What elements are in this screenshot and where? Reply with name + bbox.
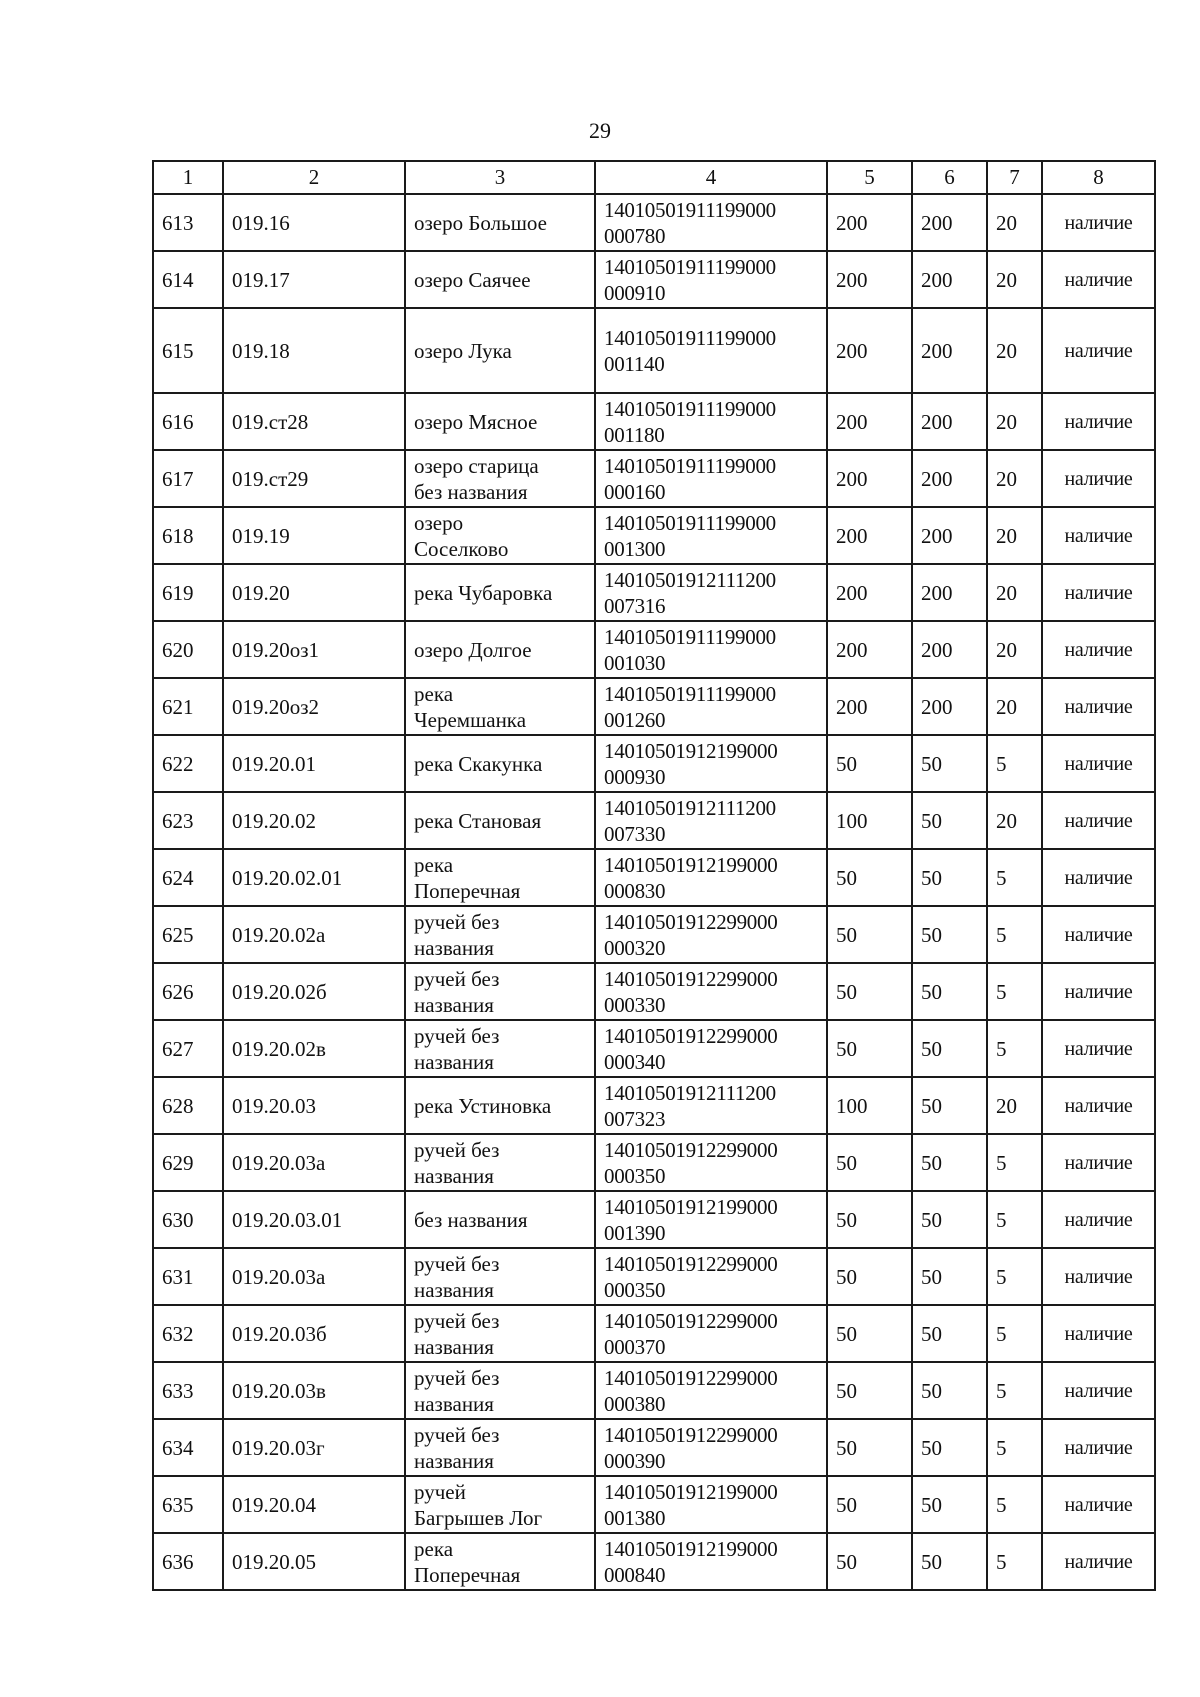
- column-7-value-cell: 20: [987, 621, 1042, 678]
- column-5-value-cell: 50: [827, 849, 912, 906]
- column-7-value-cell: 5: [987, 1020, 1042, 1077]
- column-7-value-cell: 20: [987, 251, 1042, 308]
- column-5-value-cell: 50: [827, 1419, 912, 1476]
- row-number-cell: 620: [153, 621, 223, 678]
- status-cell: наличие: [1042, 1191, 1155, 1248]
- row-number-cell: 632: [153, 1305, 223, 1362]
- table-body: [153, 194, 1155, 1590]
- row-number-cell: 633: [153, 1362, 223, 1419]
- status-cell: наличие: [1042, 735, 1155, 792]
- column-7-value-cell: 20: [987, 1077, 1042, 1134]
- column-5-value-cell: 50: [827, 906, 912, 963]
- status-cell: наличие: [1042, 1362, 1155, 1419]
- column-header: 7: [987, 161, 1042, 194]
- status-cell: наличие: [1042, 1134, 1155, 1191]
- row-number-cell: 625: [153, 906, 223, 963]
- object-name-cell: ручей без названия: [405, 1419, 595, 1476]
- column-5-value-cell: 50: [827, 1020, 912, 1077]
- row-number-cell: 636: [153, 1533, 223, 1590]
- table-row: [153, 1248, 1155, 1305]
- column-7-value-cell: 5: [987, 1476, 1042, 1533]
- column-5-value-cell: 50: [827, 1134, 912, 1191]
- table-row: [153, 792, 1155, 849]
- table-header: [153, 161, 1155, 194]
- status-cell: наличие: [1042, 1020, 1155, 1077]
- object-name-cell: ручей без названия: [405, 1134, 595, 1191]
- column-5-value-cell: 50: [827, 735, 912, 792]
- water-bodies-table: [152, 160, 1156, 1591]
- registry-code-cell: 14010501912199000 001390: [595, 1191, 827, 1248]
- object-name-cell: река Становая: [405, 792, 595, 849]
- registry-code-cell: 14010501912199000 000840: [595, 1533, 827, 1590]
- column-6-value-cell: 200: [912, 507, 987, 564]
- status-cell: наличие: [1042, 849, 1155, 906]
- column-6-value-cell: 50: [912, 1362, 987, 1419]
- header-row: [153, 161, 1155, 194]
- column-6-value-cell: 50: [912, 1248, 987, 1305]
- page-number: 29: [589, 118, 611, 143]
- column-7-value-cell: 20: [987, 393, 1042, 450]
- column-6-value-cell: 200: [912, 393, 987, 450]
- registry-code-cell: 14010501912111200 007316: [595, 564, 827, 621]
- object-id-cell: 019.19: [223, 507, 405, 564]
- object-id-cell: 019.20.01: [223, 735, 405, 792]
- object-name-cell: ручей без названия: [405, 1362, 595, 1419]
- row-number-cell: 623: [153, 792, 223, 849]
- column-6-value-cell: 50: [912, 792, 987, 849]
- table-row: [153, 678, 1155, 735]
- object-id-cell: 019.20.03г: [223, 1419, 405, 1476]
- object-name-cell: ручей без названия: [405, 1248, 595, 1305]
- column-7-value-cell: 5: [987, 906, 1042, 963]
- registry-code-cell: 14010501911199000 001140: [595, 308, 827, 393]
- column-header: 8: [1042, 161, 1155, 194]
- object-name-cell: ручей Багрышев Лог: [405, 1476, 595, 1533]
- column-6-value-cell: 200: [912, 308, 987, 393]
- column-7-value-cell: 20: [987, 792, 1042, 849]
- column-header: 4: [595, 161, 827, 194]
- row-number-cell: 613: [153, 194, 223, 251]
- row-number-cell: 634: [153, 1419, 223, 1476]
- registry-code-cell: 14010501912299000 000350: [595, 1248, 827, 1305]
- table-row: [153, 1077, 1155, 1134]
- table-row: [153, 1419, 1155, 1476]
- column-5-value-cell: 50: [827, 1362, 912, 1419]
- row-number-cell: 615: [153, 308, 223, 393]
- registry-code-cell: 14010501912111200 007323: [595, 1077, 827, 1134]
- object-id-cell: 019.20.02б: [223, 963, 405, 1020]
- column-5-value-cell: 100: [827, 792, 912, 849]
- column-5-value-cell: 200: [827, 308, 912, 393]
- registry-code-cell: 14010501911199000 001180: [595, 393, 827, 450]
- table-row: [153, 308, 1155, 393]
- column-6-value-cell: 50: [912, 1305, 987, 1362]
- table-row: [153, 1191, 1155, 1248]
- column-6-value-cell: 50: [912, 1191, 987, 1248]
- object-id-cell: 019.20.03в: [223, 1362, 405, 1419]
- column-6-value-cell: 200: [912, 194, 987, 251]
- status-cell: наличие: [1042, 1305, 1155, 1362]
- table-row: [153, 1362, 1155, 1419]
- object-name-cell: ручей без названия: [405, 963, 595, 1020]
- column-5-value-cell: 200: [827, 393, 912, 450]
- table-row: [153, 1020, 1155, 1077]
- column-7-value-cell: 20: [987, 678, 1042, 735]
- object-name-cell: ручей без названия: [405, 906, 595, 963]
- column-7-value-cell: 5: [987, 1533, 1042, 1590]
- row-number-cell: 629: [153, 1134, 223, 1191]
- table-row: [153, 194, 1155, 251]
- registry-code-cell: 14010501912299000 000370: [595, 1305, 827, 1362]
- table-row: [153, 906, 1155, 963]
- row-number-cell: 630: [153, 1191, 223, 1248]
- table-row: [153, 1476, 1155, 1533]
- column-5-value-cell: 200: [827, 507, 912, 564]
- column-6-value-cell: 50: [912, 849, 987, 906]
- object-id-cell: 019.16: [223, 194, 405, 251]
- object-id-cell: 019.18: [223, 308, 405, 393]
- table-row: [153, 507, 1155, 564]
- row-number-cell: 628: [153, 1077, 223, 1134]
- object-id-cell: 019.20.03.01: [223, 1191, 405, 1248]
- object-name-cell: река Чубаровка: [405, 564, 595, 621]
- registry-code-cell: 14010501912299000 000350: [595, 1134, 827, 1191]
- column-5-value-cell: 200: [827, 564, 912, 621]
- row-number-cell: 618: [153, 507, 223, 564]
- column-7-value-cell: 5: [987, 1419, 1042, 1476]
- registry-code-cell: 14010501912299000 000340: [595, 1020, 827, 1077]
- object-name-cell: озеро Соселково: [405, 507, 595, 564]
- status-cell: наличие: [1042, 450, 1155, 507]
- registry-code-cell: 14010501912299000 000390: [595, 1419, 827, 1476]
- column-6-value-cell: 50: [912, 1077, 987, 1134]
- column-7-value-cell: 5: [987, 1305, 1042, 1362]
- registry-code-cell: 14010501912199000 000830: [595, 849, 827, 906]
- column-header: 3: [405, 161, 595, 194]
- object-name-cell: река Черемшанка: [405, 678, 595, 735]
- column-5-value-cell: 50: [827, 1305, 912, 1362]
- status-cell: наличие: [1042, 792, 1155, 849]
- object-id-cell: 019.20.03а: [223, 1248, 405, 1305]
- column-5-value-cell: 100: [827, 1077, 912, 1134]
- column-6-value-cell: 50: [912, 963, 987, 1020]
- status-cell: наличие: [1042, 1077, 1155, 1134]
- status-cell: наличие: [1042, 963, 1155, 1020]
- table-row: [153, 564, 1155, 621]
- object-id-cell: 019.20оз1: [223, 621, 405, 678]
- status-cell: наличие: [1042, 194, 1155, 251]
- row-number-cell: 617: [153, 450, 223, 507]
- object-id-cell: 019.20.02в: [223, 1020, 405, 1077]
- column-7-value-cell: 5: [987, 1134, 1042, 1191]
- column-7-value-cell: 20: [987, 308, 1042, 393]
- object-id-cell: 019.20.02.01: [223, 849, 405, 906]
- column-7-value-cell: 20: [987, 564, 1042, 621]
- column-6-value-cell: 50: [912, 1533, 987, 1590]
- status-cell: наличие: [1042, 251, 1155, 308]
- object-name-cell: озеро Большое: [405, 194, 595, 251]
- column-7-value-cell: 20: [987, 507, 1042, 564]
- column-5-value-cell: 50: [827, 1191, 912, 1248]
- row-number-cell: 622: [153, 735, 223, 792]
- column-7-value-cell: 5: [987, 735, 1042, 792]
- status-cell: наличие: [1042, 906, 1155, 963]
- column-6-value-cell: 50: [912, 906, 987, 963]
- table-row: [153, 450, 1155, 507]
- column-6-value-cell: 200: [912, 621, 987, 678]
- registry-code-cell: 14010501911199000 001260: [595, 678, 827, 735]
- object-id-cell: 019.20: [223, 564, 405, 621]
- object-name-cell: озеро Лука: [405, 308, 595, 393]
- table-row: [153, 393, 1155, 450]
- status-cell: наличие: [1042, 1476, 1155, 1533]
- column-header: 1: [153, 161, 223, 194]
- registry-code-cell: 14010501911199000 000160: [595, 450, 827, 507]
- status-cell: наличие: [1042, 1533, 1155, 1590]
- column-header: 5: [827, 161, 912, 194]
- status-cell: наличие: [1042, 621, 1155, 678]
- object-id-cell: 019.20.02а: [223, 906, 405, 963]
- status-cell: наличие: [1042, 308, 1155, 393]
- registry-code-cell: 14010501912299000 000320: [595, 906, 827, 963]
- column-7-value-cell: 5: [987, 963, 1042, 1020]
- object-name-cell: река Поперечная: [405, 849, 595, 906]
- column-6-value-cell: 200: [912, 251, 987, 308]
- object-id-cell: 019.20.03а: [223, 1134, 405, 1191]
- table-row: [153, 251, 1155, 308]
- column-7-value-cell: 20: [987, 194, 1042, 251]
- column-6-value-cell: 200: [912, 450, 987, 507]
- object-id-cell: 019.20.04: [223, 1476, 405, 1533]
- object-name-cell: ручей без названия: [405, 1305, 595, 1362]
- object-name-cell: озеро Саячее: [405, 251, 595, 308]
- column-6-value-cell: 50: [912, 1419, 987, 1476]
- column-5-value-cell: 200: [827, 194, 912, 251]
- registry-code-cell: 14010501912299000 000330: [595, 963, 827, 1020]
- registry-code-cell: 14010501911199000 001300: [595, 507, 827, 564]
- status-cell: наличие: [1042, 1419, 1155, 1476]
- row-number-cell: 626: [153, 963, 223, 1020]
- registry-code-cell: 14010501911199000 001030: [595, 621, 827, 678]
- column-5-value-cell: 50: [827, 1248, 912, 1305]
- column-6-value-cell: 200: [912, 678, 987, 735]
- object-name-cell: без названия: [405, 1191, 595, 1248]
- status-cell: наличие: [1042, 1248, 1155, 1305]
- column-6-value-cell: 50: [912, 1476, 987, 1533]
- column-5-value-cell: 200: [827, 251, 912, 308]
- object-name-cell: река Поперечная: [405, 1533, 595, 1590]
- column-header: 6: [912, 161, 987, 194]
- column-7-value-cell: 5: [987, 1362, 1042, 1419]
- registry-code-cell: 14010501912111200 007330: [595, 792, 827, 849]
- table-row: [153, 849, 1155, 906]
- column-5-value-cell: 200: [827, 621, 912, 678]
- registry-code-cell: 14010501911199000 000910: [595, 251, 827, 308]
- column-5-value-cell: 50: [827, 963, 912, 1020]
- column-6-value-cell: 200: [912, 564, 987, 621]
- object-id-cell: 019.ст29: [223, 450, 405, 507]
- table-row: [153, 1305, 1155, 1362]
- column-6-value-cell: 50: [912, 735, 987, 792]
- row-number-cell: 631: [153, 1248, 223, 1305]
- table-row: [153, 1134, 1155, 1191]
- object-name-cell: озеро Долгое: [405, 621, 595, 678]
- object-name-cell: ручей без названия: [405, 1020, 595, 1077]
- column-5-value-cell: 50: [827, 1476, 912, 1533]
- object-id-cell: 019.20.03: [223, 1077, 405, 1134]
- column-7-value-cell: 20: [987, 450, 1042, 507]
- object-name-cell: озеро Мясное: [405, 393, 595, 450]
- column-6-value-cell: 50: [912, 1134, 987, 1191]
- status-cell: наличие: [1042, 507, 1155, 564]
- table-row: [153, 1533, 1155, 1590]
- registry-code-cell: 14010501912199000 001380: [595, 1476, 827, 1533]
- object-id-cell: 019.20.03б: [223, 1305, 405, 1362]
- table-row: [153, 735, 1155, 792]
- object-id-cell: 019.20.05: [223, 1533, 405, 1590]
- row-number-cell: 614: [153, 251, 223, 308]
- row-number-cell: 621: [153, 678, 223, 735]
- column-header: 2: [223, 161, 405, 194]
- object-id-cell: 019.17: [223, 251, 405, 308]
- column-7-value-cell: 5: [987, 849, 1042, 906]
- column-5-value-cell: 50: [827, 1533, 912, 1590]
- column-7-value-cell: 5: [987, 1248, 1042, 1305]
- column-5-value-cell: 200: [827, 678, 912, 735]
- table-row: [153, 963, 1155, 1020]
- status-cell: наличие: [1042, 393, 1155, 450]
- object-name-cell: река Устиновка: [405, 1077, 595, 1134]
- object-name-cell: река Скакунка: [405, 735, 595, 792]
- row-number-cell: 627: [153, 1020, 223, 1077]
- row-number-cell: 624: [153, 849, 223, 906]
- row-number-cell: 619: [153, 564, 223, 621]
- table-row: [153, 621, 1155, 678]
- object-id-cell: 019.20оз2: [223, 678, 405, 735]
- registry-code-cell: 14010501912299000 000380: [595, 1362, 827, 1419]
- row-number-cell: 616: [153, 393, 223, 450]
- object-name-cell: озеро старица без названия: [405, 450, 595, 507]
- registry-code-cell: 14010501912199000 000930: [595, 735, 827, 792]
- status-cell: наличие: [1042, 564, 1155, 621]
- column-5-value-cell: 200: [827, 450, 912, 507]
- column-7-value-cell: 5: [987, 1191, 1042, 1248]
- object-id-cell: 019.ст28: [223, 393, 405, 450]
- status-cell: наличие: [1042, 678, 1155, 735]
- object-id-cell: 019.20.02: [223, 792, 405, 849]
- row-number-cell: 635: [153, 1476, 223, 1533]
- column-6-value-cell: 50: [912, 1020, 987, 1077]
- registry-code-cell: 14010501911199000 000780: [595, 194, 827, 251]
